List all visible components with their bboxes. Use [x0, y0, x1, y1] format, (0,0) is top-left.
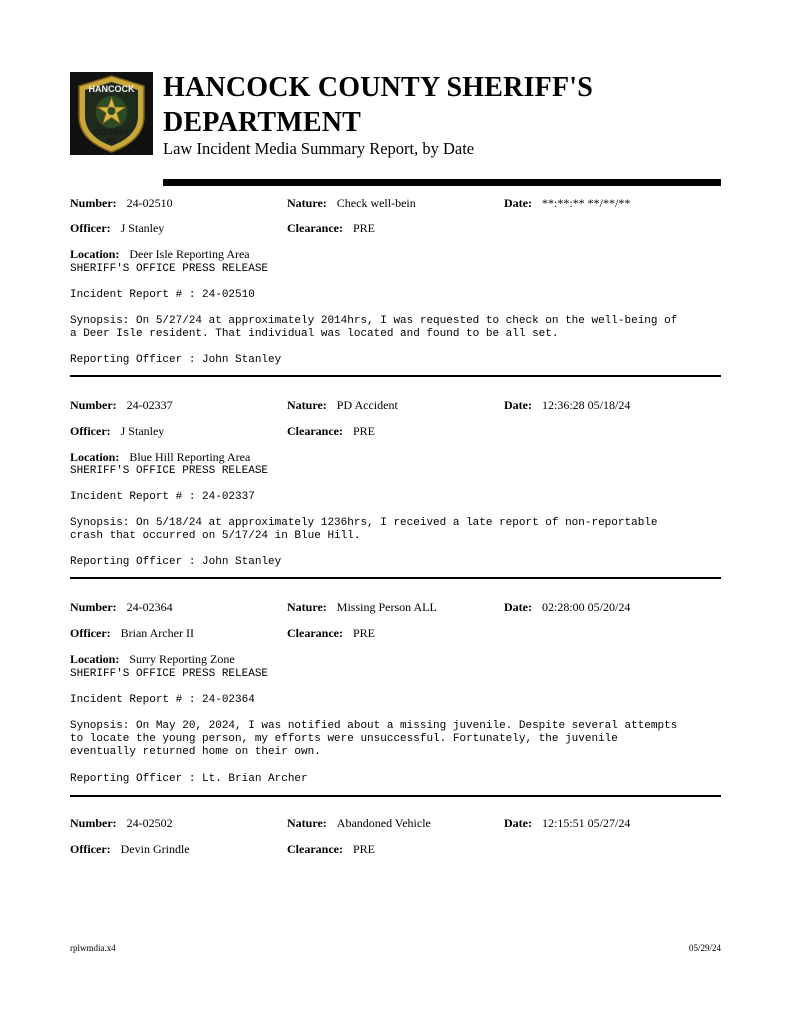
- nature-value: Missing Person ALL: [336, 600, 437, 614]
- reporting-officer-line: Reporting Officer : John Stanley: [70, 354, 282, 366]
- number-field: Number: 24-02337: [70, 398, 173, 412]
- number-value: 24-02502: [126, 816, 173, 830]
- press-release-line: SHERIFF'S OFFICE PRESS RELEASE: [70, 263, 269, 275]
- header-divider: [163, 179, 721, 186]
- nature-field: Nature: Abandoned Vehicle: [287, 816, 431, 830]
- page-title: [163, 70, 593, 140]
- svg-text:HANCOCK: HANCOCK: [88, 84, 135, 94]
- press-release-line: SHERIFF'S OFFICE PRESS RELEASE: [70, 668, 269, 680]
- title-line-1: HANCOCK COUNTY SHERIFF'S: [163, 72, 594, 103]
- nature-value: Check well-bein: [336, 196, 416, 210]
- record-header-row: [70, 815, 721, 831]
- number-value: 24-02364: [126, 600, 173, 614]
- officer-value: Brian Archer II: [120, 626, 194, 640]
- clearance-value: PRE: [352, 626, 375, 640]
- date-field: Date: 02:28:00 05/20/24: [504, 600, 631, 614]
- page-subtitle: Law Incident Media Summary Report, by Date: [163, 139, 475, 158]
- clearance-value: PRE: [352, 842, 375, 856]
- title-line-2: DEPARTMENT: [163, 107, 362, 138]
- synopsis-text: Synopsis: On May 20, 2024, I was notified about a missing juvenile. Despite several attempts to locate the young person, my efforts were unsuccessful. Fortunately, the juvenile eventually returned home on their own.: [70, 720, 678, 758]
- record-officer-row: [70, 423, 721, 439]
- record-officer-row: [70, 625, 721, 641]
- officer-value: J Stanley: [120, 424, 165, 438]
- record-officer-row: [70, 841, 721, 857]
- clearance-field: Clearance: PRE: [287, 424, 375, 438]
- clearance-value: PRE: [352, 424, 375, 438]
- reporting-officer-line: Reporting Officer : Lt. Brian Archer: [70, 773, 308, 785]
- location-field: Location: Blue Hill Reporting Area: [70, 450, 251, 464]
- number-field: Number: 24-02502: [70, 816, 173, 830]
- date-value: 12:36:28 05/18/24: [541, 398, 631, 412]
- footer-print-date: 05/29/24: [688, 943, 721, 953]
- record-header-row: [70, 599, 721, 615]
- sheriff-star-badge-icon: [70, 72, 153, 155]
- location-value: Surry Reporting Zone: [129, 652, 235, 666]
- reporting-officer-line: Reporting Officer : John Stanley: [70, 556, 282, 568]
- incident-report-line: Incident Report # : 24-02364: [70, 694, 255, 706]
- clearance-field: Clearance: PRE: [287, 221, 375, 235]
- date-field: Date: 12:15:51 05/27/24: [504, 816, 631, 830]
- nature-field: Nature: PD Accident: [287, 398, 398, 412]
- record-header-row: [70, 195, 721, 211]
- svg-text:ME: ME: [106, 138, 117, 145]
- synopsis-text: Synopsis: On 5/18/24 at approximately 1236hrs, I received a late report of non-reportable crash that occurred on 5/17/24 in Blue Hill.: [70, 517, 658, 542]
- clearance-field: Clearance: PRE: [287, 626, 375, 640]
- record-divider: [70, 375, 721, 377]
- date-field: Date: **:**:** **/**/**: [504, 196, 631, 210]
- officer-field: Officer: Devin Grindle: [70, 842, 190, 856]
- record-divider: [70, 795, 721, 797]
- footer-report-id: rplwmdia.x4: [70, 943, 116, 953]
- officer-field: Officer: Brian Archer II: [70, 626, 194, 640]
- incident-report-line: Incident Report # : 24-02510: [70, 289, 255, 301]
- svg-text:COUNTY: COUNTY: [93, 127, 130, 137]
- clearance-value: PRE: [352, 221, 375, 235]
- date-value: **:**:** **/**/**: [541, 196, 631, 210]
- nature-value: Abandoned Vehicle: [336, 816, 431, 830]
- record-divider: [70, 577, 721, 579]
- synopsis-text: Synopsis: On 5/27/24 at approximately 2014hrs, I was requested to check on the well-being of a Deer Isle resident. That individual was located and found to be all set.: [70, 315, 678, 340]
- location-value: Deer Isle Reporting Area: [129, 247, 250, 261]
- sheriff-logo: [70, 72, 153, 155]
- record-header-row: [70, 397, 721, 413]
- number-value: 24-02337: [126, 398, 173, 412]
- location-field: Location: Deer Isle Reporting Area: [70, 247, 250, 261]
- nature-value: PD Accident: [336, 398, 398, 412]
- officer-field: Officer: J Stanley: [70, 424, 165, 438]
- incident-report-line: Incident Report # : 24-02337: [70, 491, 255, 503]
- nature-field: Nature: Missing Person ALL: [287, 600, 437, 614]
- record-officer-row: [70, 220, 721, 236]
- number-field: Number: 24-02510: [70, 196, 173, 210]
- date-field: Date: 12:36:28 05/18/24: [504, 398, 631, 412]
- press-release-line: SHERIFF'S OFFICE PRESS RELEASE: [70, 465, 269, 477]
- clearance-field: Clearance: PRE: [287, 842, 375, 856]
- date-value: 02:28:00 05/20/24: [541, 600, 631, 614]
- location-value: Blue Hill Reporting Area: [129, 450, 251, 464]
- date-value: 12:15:51 05/27/24: [541, 816, 631, 830]
- officer-field: Officer: J Stanley: [70, 221, 165, 235]
- location-field: Location: Surry Reporting Zone: [70, 652, 235, 666]
- officer-value: Devin Grindle: [120, 842, 190, 856]
- number-field: Number: 24-02364: [70, 600, 173, 614]
- nature-field: Nature: Check well-bein: [287, 196, 416, 210]
- officer-value: J Stanley: [120, 221, 165, 235]
- number-value: 24-02510: [126, 196, 173, 210]
